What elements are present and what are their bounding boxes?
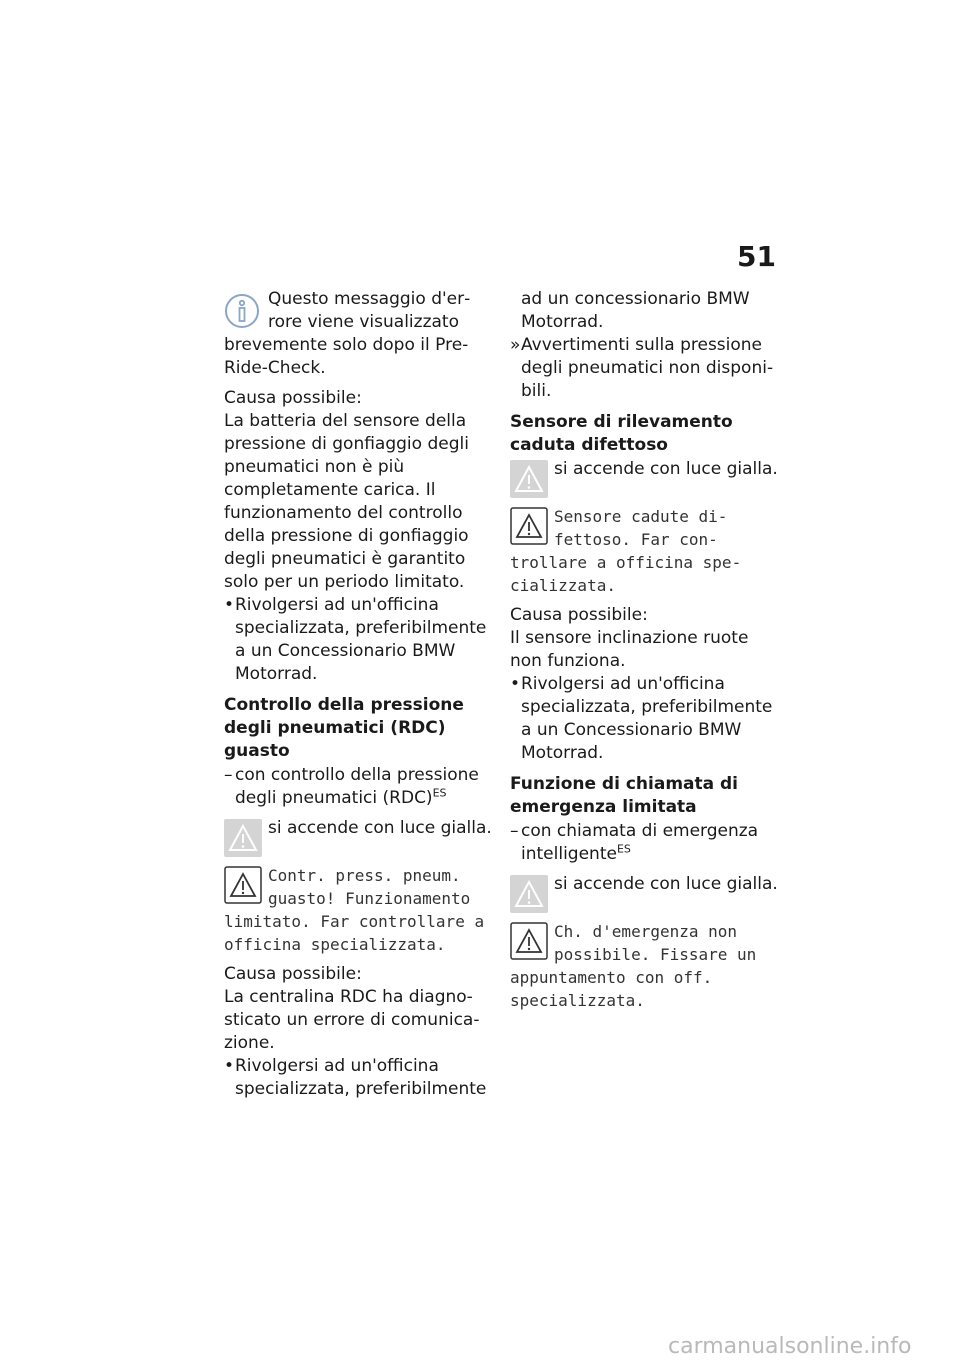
- condition-text-right: con chiamata di emergenza intelligente: [521, 821, 759, 864]
- warning-light-row-2: [510, 873, 778, 913]
- display-text-1: Sensore cadute difettoso. Far controllare a officina specializzata.: [510, 507, 742, 595]
- condition-text: con controllo della pressione degli pneumatici (RDC): [235, 765, 479, 808]
- bullet-marker: •: [510, 674, 521, 694]
- action-item: [224, 594, 492, 686]
- warning-light-row-1: [510, 458, 778, 498]
- action-text: Rivolgersi ad un'officina specializzata, preferibilmente a un Concessionario BMW Motorrad.: [235, 595, 487, 684]
- condition-sup: ES: [432, 786, 447, 800]
- left-column: [224, 288, 492, 1108]
- warning-light-icon: [510, 460, 548, 498]
- display-message: [224, 864, 492, 956]
- warning-display-icon: [224, 866, 262, 904]
- section-heading-rdc: Controllo della pressione degli pneumatici (RDC) guasto: [224, 695, 464, 761]
- display-message-2: [510, 920, 778, 1012]
- info-icon: [224, 292, 260, 330]
- page-number: 51: [737, 240, 776, 273]
- light-text: si accende con luce gialla.: [268, 818, 492, 838]
- watermark: carmanualsonline.info: [668, 1334, 912, 1359]
- bullet-marker: •: [224, 1056, 235, 1076]
- cause-text-right: Il sensore inclinazione ruote non funziona.: [510, 628, 749, 671]
- cause-label: Causa possibile:: [224, 388, 362, 408]
- section-heading-fall-sensor: Sensore di rilevamento caduta difettoso: [510, 412, 733, 455]
- info-note: [224, 288, 492, 380]
- display-text: Contr. press. pneum. guasto! Funzionamento limitato. Far controllare a officina specializzata.: [224, 866, 485, 954]
- cause-label-2: Causa possibile:: [224, 964, 362, 984]
- dash-marker: –: [224, 765, 233, 785]
- dash-marker: –: [510, 821, 519, 841]
- action-text-2: Rivolgersi ad un'officina specializzata, preferibilmente: [235, 1056, 487, 1099]
- light-text-2: si accende con luce gialla.: [554, 874, 778, 894]
- warning-display-icon: [510, 507, 548, 545]
- action-item-2: [224, 1055, 492, 1101]
- warning-light-icon: [510, 875, 548, 913]
- cause-label-right: Causa possibile:: [510, 605, 648, 625]
- display-message-1: [510, 505, 778, 597]
- condition-sup-right: ES: [616, 842, 631, 856]
- display-text-2: Ch. d'emergenza non possibile. Fissare un appuntamento con off. specializzata.: [510, 922, 757, 1010]
- light-text-1: si accende con luce gialla.: [554, 459, 778, 479]
- continued-text: ad un concessionario BMW Motorrad.: [521, 289, 750, 332]
- bullet-marker: •: [224, 595, 235, 615]
- warning-light-row: [224, 817, 492, 857]
- section-heading-emergency: Funzione di chiamata di emergenza limitata: [510, 774, 739, 817]
- action-text-right: Rivolgersi ad un'officina specializzata, preferibilmente a un Concessionario BMW Motorrad.: [521, 674, 773, 763]
- right-column: [510, 288, 778, 1019]
- result-marker: »: [510, 335, 521, 355]
- warning-display-icon: [510, 922, 548, 960]
- condition-item: [224, 764, 492, 810]
- cause-text: La batteria del sensore della pressione di gonfiaggio degli pneumatici non è più completamente carica. Il funzionamento del controllo della pressione di gonfiaggio degli pneumatici è garantito solo per un periodo limitato.: [224, 411, 469, 592]
- result-text: Avvertimenti sulla pressione degli pneumatici non disponibili.: [521, 335, 774, 401]
- warning-light-icon: [224, 819, 262, 857]
- action-item-right: [510, 673, 778, 765]
- condition-item-right: [510, 820, 778, 866]
- info-text: Questo messaggio d'errore viene visualizzato brevemente solo dopo il Pre-Ride-Check.: [224, 289, 471, 378]
- cause-text-2: La centralina RDC ha diagnosticato un errore di comunicazione.: [224, 987, 480, 1053]
- result-item: [510, 334, 778, 403]
